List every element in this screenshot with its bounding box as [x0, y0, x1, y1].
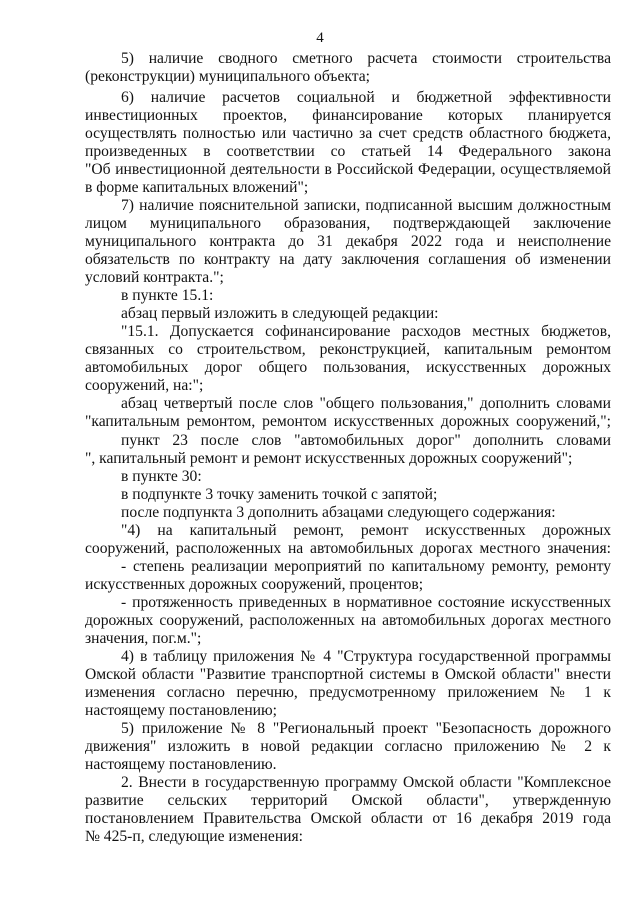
text-line: движения" изложить в новой редакции согласно приложению № 2 к: [85, 738, 611, 755]
text-line: в форме капитальных вложений";: [85, 179, 309, 196]
text-line: произведенных в соответствии со статьей 14 Федерального закона: [85, 143, 611, 160]
text-line: сооружений, расположенных на автомобильных дорогах местного значения:: [85, 540, 611, 557]
text-line: после подпункта 3 дополнить абзацами следующего содержания:: [121, 504, 556, 521]
text-line: 5) наличие сводного сметного расчета стоимости строительства: [121, 50, 611, 67]
text-line: "15.1. Допускается софинансирование расходов местных бюджетов,: [121, 323, 611, 340]
text-line: изменения согласно перечню, предусмотренному приложением № 1 к: [85, 684, 611, 701]
text-line: 7) наличие пояснительной записки, подписанной высшим должностным: [121, 197, 611, 214]
text-line: искусственных дорожных сооружений, процентов;: [85, 576, 424, 593]
text-line: абзац четвертый после слов "общего пользования," дополнить словами: [121, 395, 611, 412]
text-line: обязательств по контракту на дату заключения соглашения об изменении: [85, 251, 611, 268]
text-line: 4) в таблицу приложения № 4 "Структура государственной программы: [121, 648, 611, 665]
text-line: автомобильных дорог общего пользования, искусственных дорожных: [85, 359, 611, 376]
text-line: - степень реализации мероприятий по капитальному ремонту, ремонту: [121, 558, 611, 575]
text-line: ", капитальный ремонт и ремонт искусственных дорожных сооружений";: [85, 450, 573, 467]
text-line: лицом муниципального образования, подтверждающей заключение: [85, 215, 611, 232]
text-line: условий контракта.";: [85, 269, 224, 286]
text-line: 2. Внести в государственную программу Омской области "Комплексное: [121, 774, 611, 791]
text-line: постановлением Правительства Омской области от 16 декабря 2019 года: [85, 810, 611, 827]
text-line: в пункте 15.1:: [121, 287, 214, 304]
text-line: "капитальным ремонтом, ремонтом искусственных дорожных сооружений,";: [85, 413, 611, 430]
text-line: дорожных сооружений, расположенных на автомобильных дорогах местного: [85, 612, 611, 629]
page-number: 4: [316, 30, 324, 46]
text-line: настоящему постановлению.: [85, 756, 277, 773]
text-line: "4) на капитальный ремонт, ремонт искусственных дорожных: [121, 522, 611, 539]
text-line: (реконструкции) муниципального объекта;: [85, 68, 370, 85]
text-line: 5) приложение № 8 "Региональный проект "Безопасность дорожного: [121, 720, 611, 737]
text-line: инвестиционных проектов, финансирование которых планируется: [85, 107, 611, 124]
text-line: развитие сельских территорий Омской области", утвержденную: [85, 792, 611, 809]
text-line: абзац первый изложить в следующей редакции:: [121, 305, 439, 322]
text-line: сооружений, на:";: [85, 377, 204, 394]
text-line: Омской области "Развитие транспортной системы в Омской области" внести: [85, 666, 611, 683]
text-line: № 425-п, следующие изменения:: [85, 828, 304, 845]
text-line: - протяженность приведенных в нормативное состояние искусственных: [121, 594, 611, 611]
text-line: осуществлять полностью или частично за счет средств областного бюджета,: [85, 125, 611, 142]
text-line: муниципального контракта до 31 декабря 2022 года и неисполнение: [85, 233, 611, 250]
text-line: в подпункте 3 точку заменить точкой с запятой;: [121, 486, 438, 503]
text-line: 6) наличие расчетов социальной и бюджетной эффективности: [121, 89, 611, 106]
text-line: связанных со строительством, реконструкцией, капитальным ремонтом: [85, 341, 611, 358]
text-line: "Об инвестиционной деятельности в Российской Федерации, осуществляемой: [85, 161, 611, 178]
text-line: значения, пог.м.";: [85, 630, 202, 647]
text-line: в пункте 30:: [121, 468, 202, 485]
text-line: пункт 23 после слов "автомобильных дорог" дополнить словами: [121, 432, 611, 449]
text-line: настоящему постановлению;: [85, 702, 278, 719]
